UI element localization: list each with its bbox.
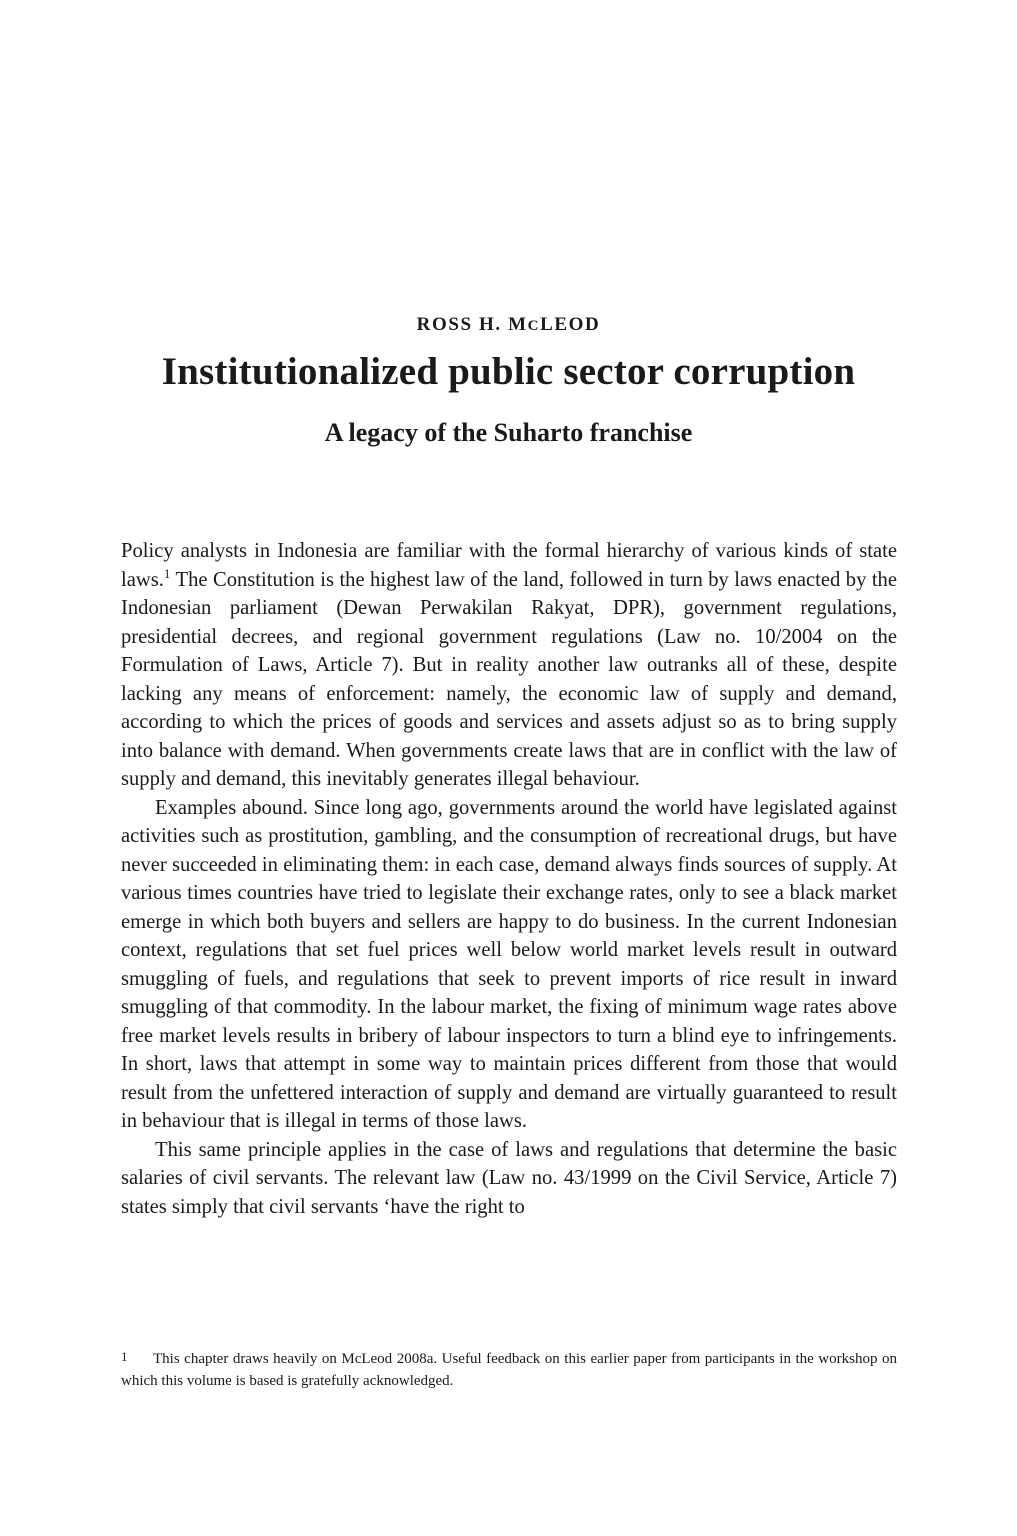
author-name-smallcap: C — [527, 318, 541, 334]
chapter-author — [0, 314, 1017, 336]
paragraph-3: This same principle applies in the case of laws and regulations that determine the basic salaries of civil servants. The relevant law (Law no. 43/1999 on the Civil Service, Article 7) states simply that civil servants ‘have the right to — [121, 1138, 897, 1218]
chapter-title: Institutionalized public sector corruption — [161, 350, 856, 393]
footnote-text: This chapter draws heavily on McLeod 2008a. Useful feedback on this earlier paper from participants in the workshop on which this volume is based is gratefully acknowledged. — [121, 1351, 897, 1389]
body-text — [121, 537, 897, 1221]
author-name-suffix: LEOD — [540, 314, 601, 335]
chapter-subtitle: A legacy of the Suharto franchise — [324, 418, 693, 447]
footnote-number: 1 — [121, 1349, 128, 1364]
paragraph-1-text-b: The Constitution is the highest law of the land, followed in turn by laws enacted by the Indonesian parliament (Dewan Perwakilan Rakyat, DPR), government regulations, presidential decrees, and regional government regulations (Law no. 10/2004 on the Formulation of Laws, Article 7). But in reality another law outranks all of these, despite lacking any means of enforcement: namely, the economic law of supply and demand, according to which the prices of goods and services and assets adjust so as to bring supply into balance with demand. When governments create laws that are in conflict with the law of supply and demand, this inevitably generates illegal behaviour. — [121, 568, 897, 790]
author-name-prefix: ROSS H. M — [416, 314, 528, 335]
paragraph-1 — [121, 537, 897, 794]
paragraph-1-text-a: Policy analysts in Indonesia are familiar with the formal hierarchy of various kinds of state laws. — [121, 540, 897, 591]
paragraph-2: Examples abound. Since long ago, governments around the world have legislated against activities such as prostitution, gambling, and the consumption of recreational drugs, but have never succeeded in eliminating them: in each case, demand always finds sources of supply. At various times countries have tried to legislate their exchange rates, only to see a black market emerge in which both buyers and sellers are happy to do business. In the current Indonesian context, regulations that set fuel prices well below world market levels result in outward smuggling of fuels, and regulations that seek to prevent imports of rice result in inward smuggling of that commodity. In the labour market, the fixing of minimum wage rates above free market levels results in bribery of labour inspectors to turn a blind eye to infringements. In short, laws that attempt in some way to maintain prices different from those that would result from the unfettered interaction of supply and demand are virtually guaranteed to result in behaviour that is illegal in terms of those laws. — [121, 796, 897, 1132]
footnote-reference[interactable]: 1 — [163, 565, 171, 581]
footnote — [121, 1348, 897, 1392]
